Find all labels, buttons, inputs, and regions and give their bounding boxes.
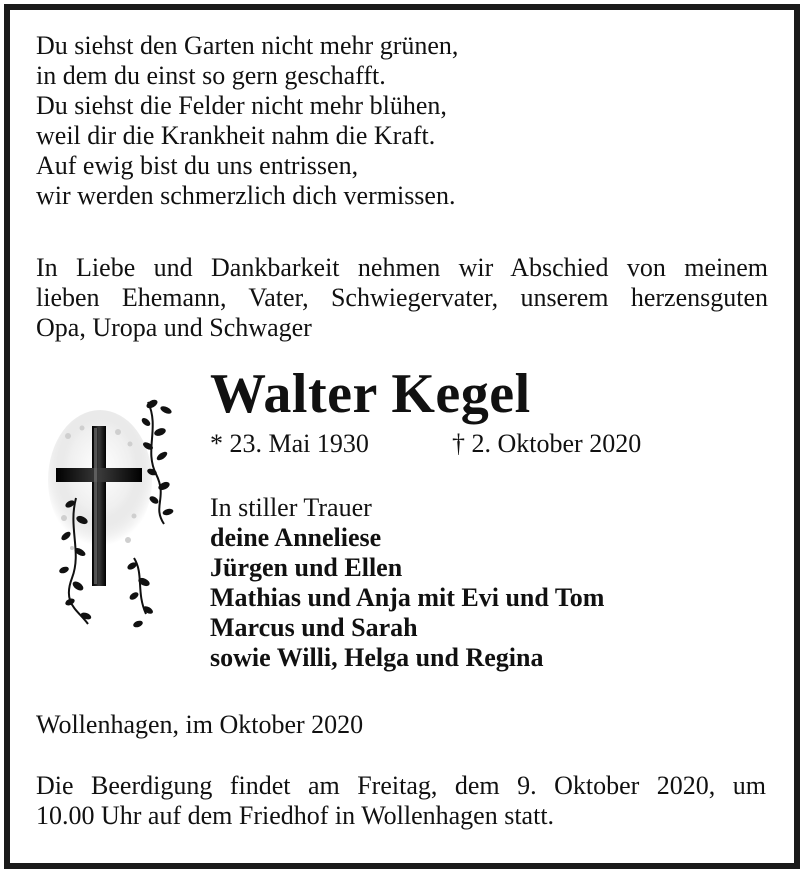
- place-date-text: Wollenhagen, im Oktober 2020: [36, 710, 364, 739]
- poem-line: weil dir die Krankheit nahm die Kraft.: [36, 121, 436, 150]
- mourners-list: [210, 493, 604, 673]
- poem-line: Du siehst den Garten nicht mehr grünen,: [36, 31, 459, 60]
- intro-line: In Liebe und Dankbarkeit nehmen wir Abschied von meinem: [36, 253, 768, 282]
- mourner-name: deine Anneliese: [210, 523, 382, 552]
- intro-text: [36, 253, 768, 343]
- funeral-line: Die Beerdigung findet am Freitag, dem 9. Oktober 2020, um: [36, 771, 766, 800]
- poem: [36, 31, 458, 211]
- place-date: [36, 710, 363, 740]
- poem-line: in dem du einst so gern geschafft.: [36, 61, 386, 90]
- birth-date: * 23. Mai 1930: [210, 429, 369, 458]
- mourner-name: sowie Willi, Helga und Regina: [210, 643, 544, 672]
- mourning-heading: In stiller Trauer: [210, 493, 372, 522]
- intro-line: lieben Ehemann, Vater, Schwiegervater, unserem herzensguten: [36, 283, 768, 312]
- death-date: † 2. Oktober 2020: [452, 429, 642, 458]
- poem-line: Du siehst die Felder nicht mehr blühen,: [36, 91, 447, 120]
- mourner-name: Mathias und Anja mit Evi und Tom: [210, 583, 605, 612]
- poem-line: wir werden schmerzlich dich vermissen.: [36, 181, 456, 210]
- mourner-name: Jürgen und Ellen: [210, 553, 403, 582]
- mourner-name: Marcus und Sarah: [210, 613, 418, 642]
- intro-line: Opa, Uropa und Schwager: [36, 313, 312, 342]
- deceased-name: Walter Kegel: [210, 363, 531, 425]
- funeral-info: [36, 771, 766, 831]
- poem-line: Auf ewig bist du uns entrissen,: [36, 151, 359, 180]
- funeral-line: 10.00 Uhr auf dem Friedhof in Wollenhagen statt.: [36, 801, 555, 830]
- cross-with-leaves-icon: [48, 388, 182, 636]
